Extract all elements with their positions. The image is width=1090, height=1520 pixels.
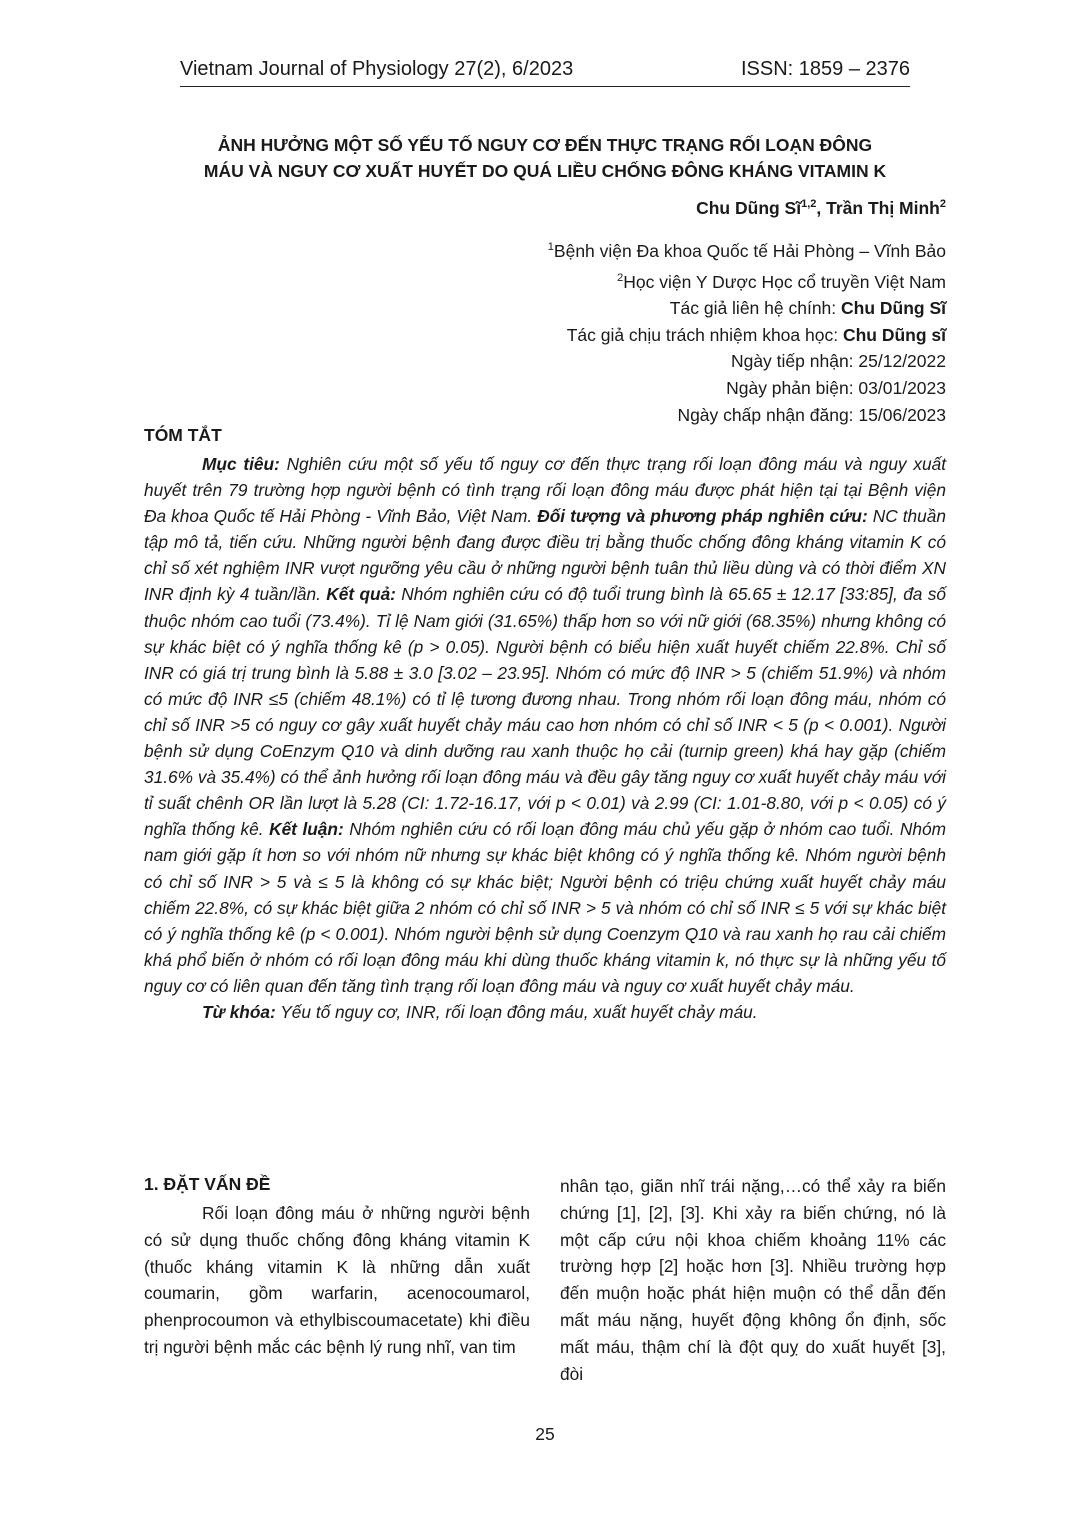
title-line-1: ẢNH HƯỞNG MỘT SỐ YẾU TỐ NGUY CƠ ĐẾN THỰC TRẠNG RỐI LOẠN ĐÔNG (217, 135, 873, 155)
author-2-affil: 2 (939, 198, 946, 211)
body-text-right: nhân tạo, giãn nhĩ trái nặng,…có thể xảy ra biến chứng [1], [2], [3]. Khi xảy ra biến chứng, nó là một cấp cứu nội khoa chiếm khoảng 11% các trường hợp [2] hoặc hơn [3]. Nhiều trường hợp đến muộn hoặc phát hiện muộn có thể dẫn đến mất máu nặng, huyết động không ổn định, sốc mất máu, thậm chí là đột quỵ do xuất huyết [3], đòi (560, 1176, 946, 1384)
keywords-text: Yếu tố nguy cơ, INR, rối loạn đông máu, xuất huyết chảy máu. (275, 1001, 758, 1022)
conclusion-label: Kết luận: (269, 819, 344, 840)
title-line-2: MÁU VÀ NGUY CƠ XUẤT HUYẾT DO QUÁ LIỀU CHỐNG ĐÔNG KHÁNG VITAMIN K (203, 161, 887, 181)
abstract-paragraph (144, 451, 946, 999)
author-1-affil: 1,2 (801, 198, 817, 211)
body-column-right (560, 1173, 946, 1387)
affiliations (548, 234, 946, 429)
conclusion-text: Nhóm nghiên cứu có rối loạn đông máu chủ yếu gặp ở nhóm cao tuổi. Nhóm nam giới gặp ít hơn so với nhóm nữ nhưng sự khác biệt không có ý nghĩa thống kê. Nhóm người bệnh có chỉ số INR > 5 và ≤ 5 là không có sự khác biệt; Người bệnh có triệu chứng xuất huyết chảy máu chiếm 22.8%, có sự khác biệt giữa 2 nhóm có chỉ số INR > 5 và nhóm có chỉ số INR ≤ 5 với sự khác biệt có ý nghĩa thống kê (p < 0.001). Nhóm người bệnh sử dụng Coenzym Q10 và rau xanh họ rau cải chiếm khá phổ biến ở nhóm có rối loạn đông máu khi dùng thuốc kháng vitamin k, nó thực sự là những yếu tố nguy cơ có liên quan đến tăng tình trạng rối loạn đông máu và nguy cơ xuất huyết chảy máu. (144, 819, 946, 996)
contact-author-label: Tác giả liên hệ chính: (669, 298, 842, 319)
scientific-author (548, 322, 946, 349)
body-column-left (144, 1200, 530, 1361)
journal-name: Vietnam Journal of Physiology 27(2), 6/2023 (180, 58, 574, 80)
page-number: 25 (535, 1424, 555, 1444)
contact-author-name: Chu Dũng Sĩ (841, 298, 946, 319)
author-list (696, 198, 946, 219)
issn: ISSN: 1859 – 2376 (740, 58, 910, 80)
affiliation-1-marker: 1 (547, 241, 554, 253)
scientific-author-label: Tác giả chịu trách nhiệm khoa học: (566, 324, 843, 345)
date-reviewed: Ngày phản biện: 03/01/2023 (726, 378, 946, 399)
objective-label: Mục tiêu: (202, 454, 280, 474)
keywords (144, 999, 946, 1025)
results-label: Kết quả: (326, 584, 396, 605)
abstract-body (144, 451, 946, 1025)
body-text-left: Rối loạn đông máu ở những người bệnh có sử dụng thuốc chống đông kháng vitamin K (thuốc kháng vitamin K là những dẫn xuất coumarin, gồm warfarin, acenocoumarol, phenprocoumon và ethylbiscoumacetate) khi điều trị người bệnh mắc các bệnh lý rung nhĩ, van tim (144, 1203, 530, 1357)
abstract-heading: TÓM TẮT (144, 425, 222, 445)
affiliation-1-text: Bệnh viện Đa khoa Quốc tế Hải Phòng – Vĩnh Bảo (553, 240, 946, 261)
results-text: Nhóm nghiên cứu có độ tuổi trung bình là 65.65 ± 12.17 [33:85], đa số thuộc nhóm cao tuổi (73.4%). Tỉ lệ Nam giới (31.65%) thấp hơn so với nữ giới (68.35%) nhưng không có sự khác biệt có ý nghĩa thống kê (p > 0.05). Người bệnh có biểu hiện xuất huyết chiếm 22.8%. Chỉ số INR có giá trị trung bình là 5.88 ± 3.0 [3.02 – 23.95]. Nhóm có mức độ INR > 5 (chiếm 51.9%) và nhóm có mức độ INR ≤5 (chiếm 48.1%) có tỉ lệ tương đương nhau. Trong nhóm rối loạn đông máu, nhóm có chỉ số INR >5 có nguy cơ gây xuất huyết chảy máu cao hơn nhóm có chỉ số INR < 5 (p < 0.001). Người bệnh sử dụng CoEnzym Q10 và dinh dưỡng rau xanh thuộc họ cải (turnip green) khá hay gặp (chiếm 31.6% và 35.4%) có thể ảnh hưởng rối loạn đông máu và đều gây tăng nguy cơ xuất huyết chảy máu với tỉ suất chênh OR lần lượt là 5.28 (CI: 1.72-16.17, với p < 0.01) và 2.99 (CI: 1.01-8.80, với p < 0.05) có ý nghĩa thống kê. (144, 584, 946, 840)
contact-author (548, 295, 946, 322)
affiliation-2-marker: 2 (617, 271, 624, 284)
scientific-author-name: Chu Dũng sĩ (842, 324, 946, 345)
methods-label: Đối tượng và phương pháp nghiên cứu: (537, 506, 868, 527)
affiliation-2-text: Học viện Y Dược Học cổ truyền Việt Nam (623, 271, 946, 292)
author-1: Chu Dũng Sĩ (696, 198, 802, 218)
paper-title (140, 132, 950, 184)
running-header (180, 56, 910, 87)
section-heading: 1. ĐẶT VẤN ĐỀ (144, 1174, 271, 1194)
objective-text: Nghiên cứu một số yếu tố nguy cơ đến thực trạng rối loạn đông máu và nguy xuất huyết trên 79 trường hợp người bệnh có tình trạng rối loạn đông máu được phát hiện tại tại Bệnh viện Đa khoa Quốc tế Hải Phòng - Vĩnh Bảo, Việt Nam. (144, 454, 947, 527)
methods-text: NC thuần tập mô tả, tiến cứu. Những người bệnh đang được điều trị bằng thuốc chống đông kháng vitamin K có chỉ số xét nghiệm INR vượt ngưỡng yêu cầu ở những người bệnh tuân thủ liều dùng và có thời điểm XN INR định kỳ 4 tuần/lần. (144, 506, 946, 605)
author-2: Trần Thị Minh (826, 198, 940, 218)
author-separator: , (816, 198, 827, 218)
keywords-label: Từ khóa: (202, 1001, 276, 1022)
date-received: Ngày tiếp nhận: 25/12/2022 (730, 351, 946, 372)
date-accepted: Ngày chấp nhận đăng: 15/06/2023 (677, 404, 946, 425)
affiliation-1 (548, 234, 946, 265)
affiliation-2 (548, 265, 946, 296)
